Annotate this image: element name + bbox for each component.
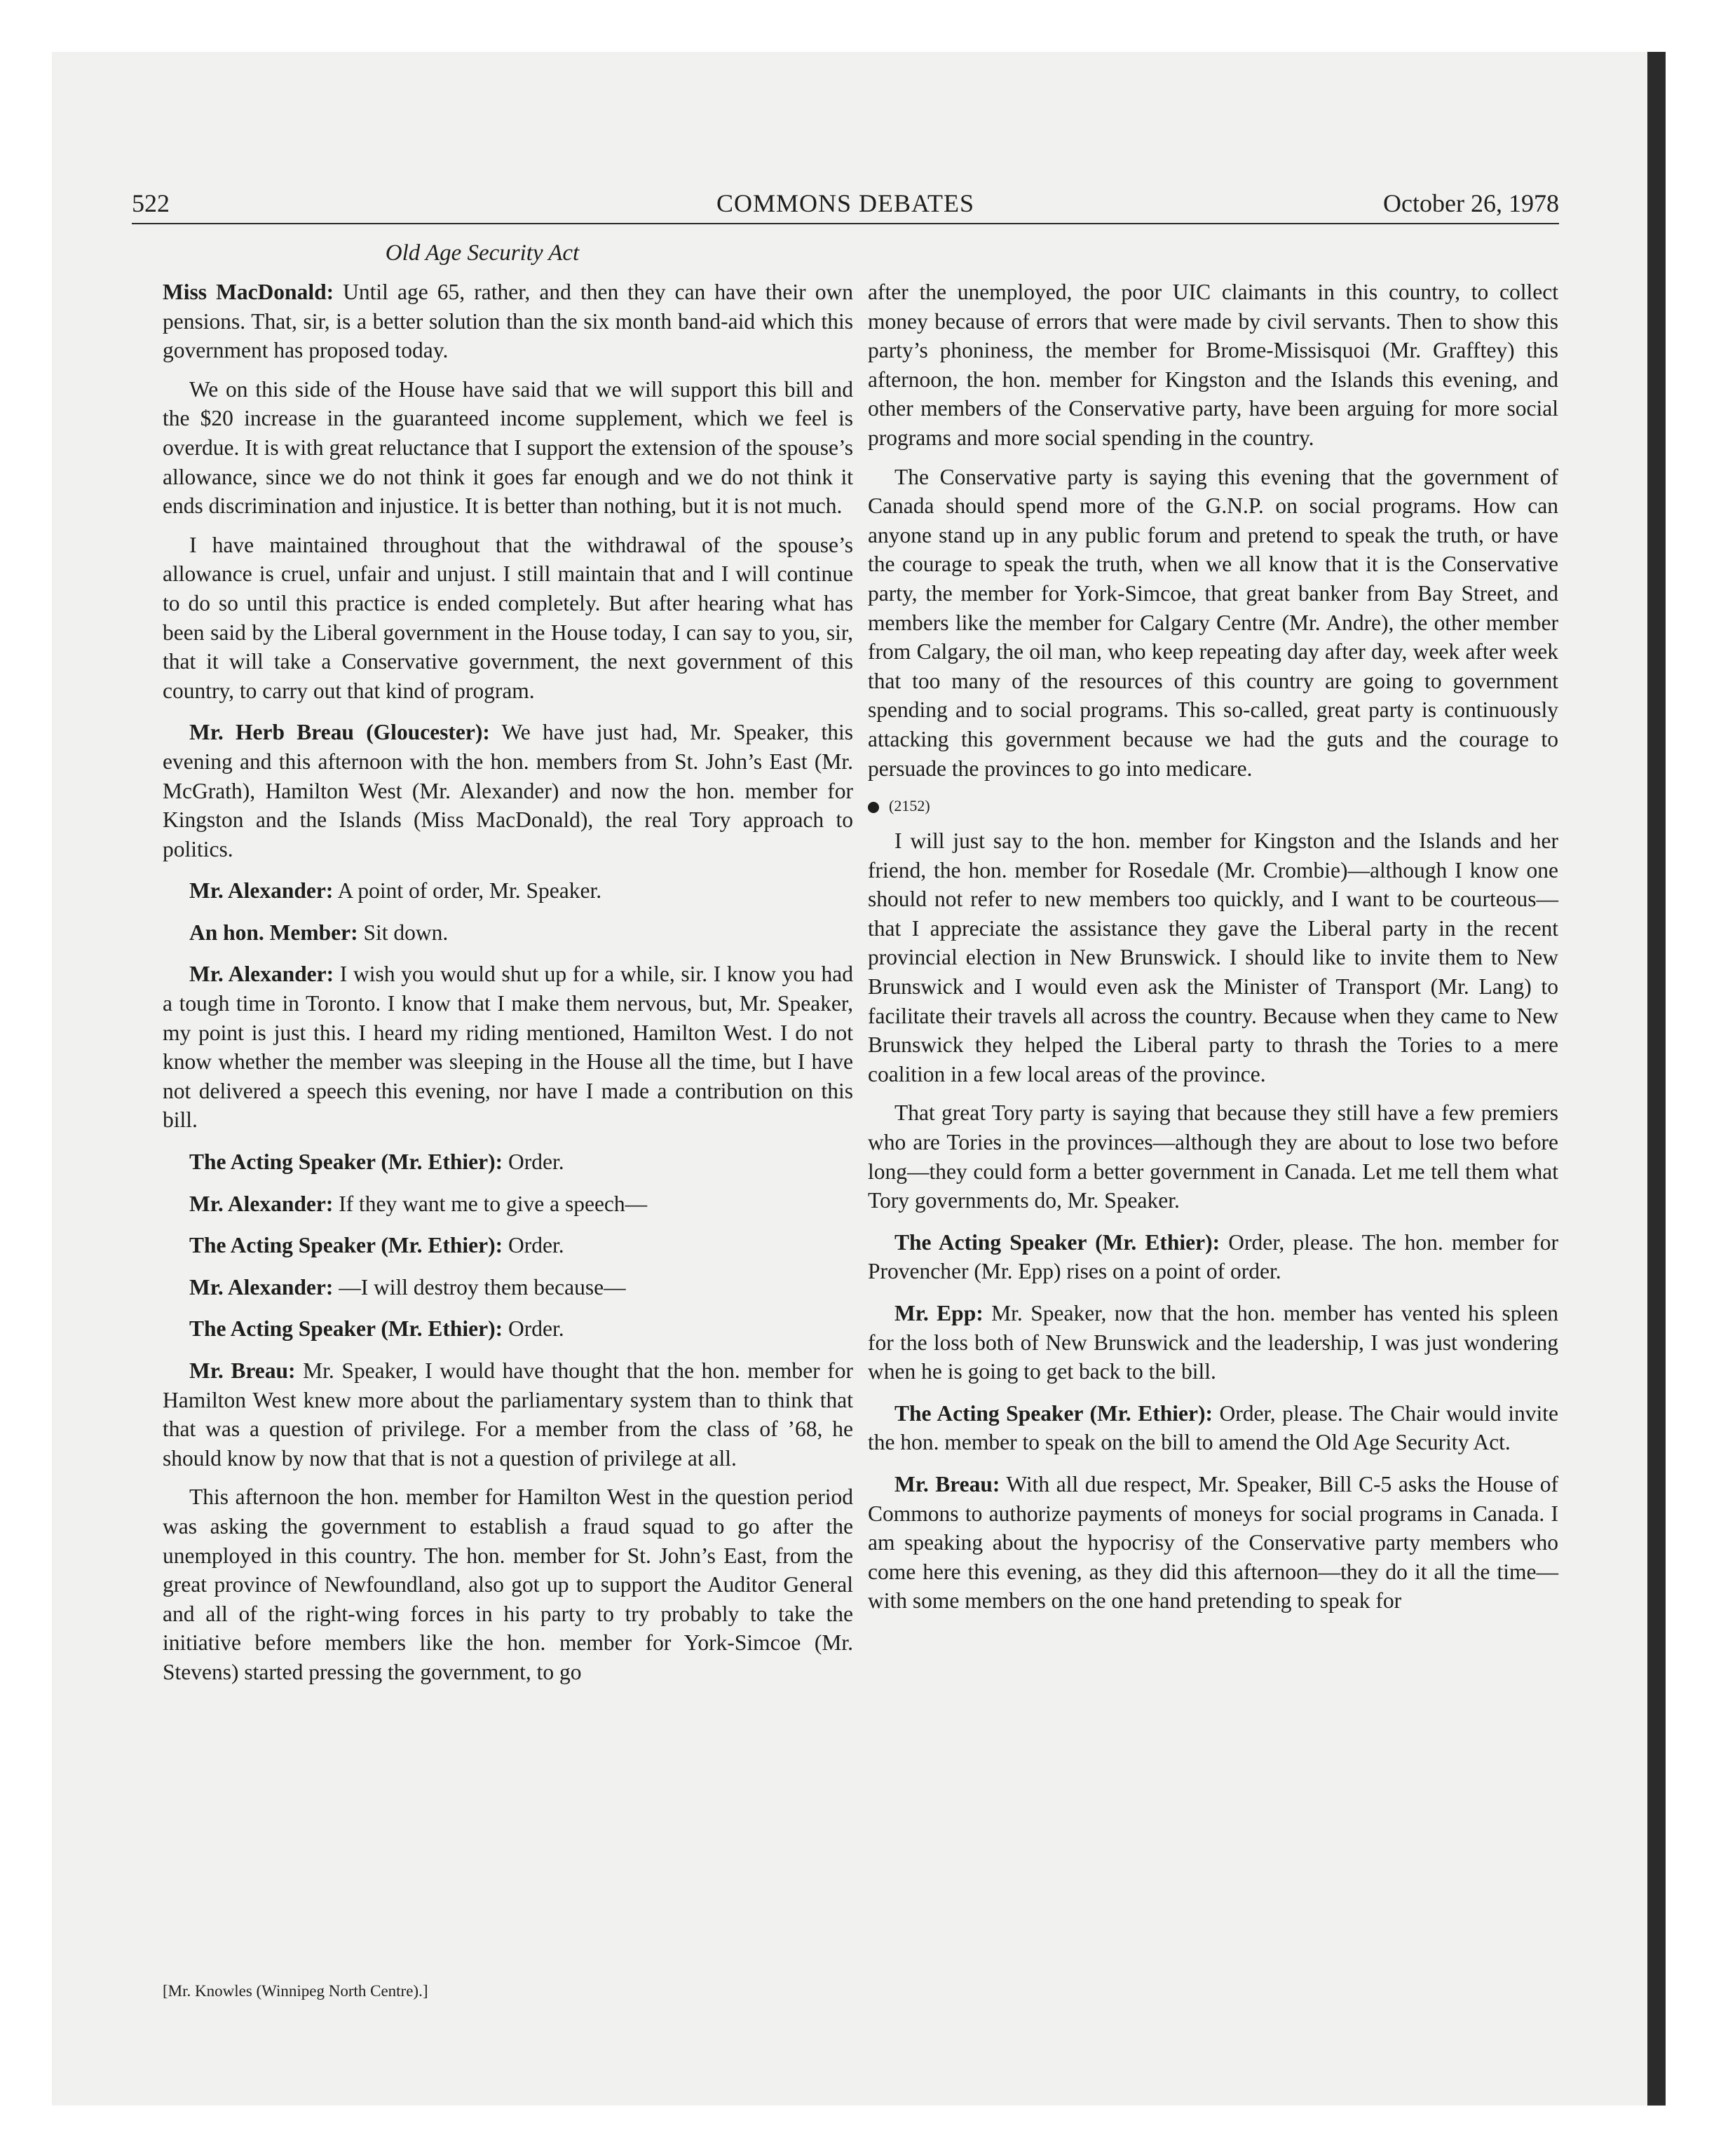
paragraph-text: Mr. Speaker, I would have thought that the hon. member for Hamilton West knew more about the parliamentary system than to think that that was a question of privilege. For a member from the class of ’68, he should know by now that that is not a question of privilege at all. [163,1358,853,1471]
act-title: Old Age Security Act [385,240,580,266]
paragraph [868,1399,1558,1457]
paragraph-text: Order. [503,1233,564,1258]
paragraph-text: Sit down. [358,920,449,945]
paragraph-text: after the unemployed, the poor UIC claimants in this country, to collect money because of errors that were made by civil servants. Then to show this party’s phoniness, the member for Brome-Missisquoi (Mr. Grafftey) this afternoon, the hon. member for Kingston and the Islands this evening, and other members of the Conservative party, have been arguing for more social programs and more social spending in the country. [868,280,1558,450]
paragraph [163,918,853,948]
paragraph [163,1314,853,1344]
paragraph-text: We on this side of the House have said that we will support this bill and the $20 increase in the guaranteed income supplement, which we feel is overdue. It is with great reluctance that I support the extension of the spouse’s allowance, since we do not think it goes far enough and we do not think it ends discrimination and injustice. It is better than nothing, but it is not much. [163,376,853,519]
speaker-name: Miss MacDonald: [163,280,334,304]
speaker-name: The Acting Speaker (Mr. Ethier): [894,1229,1220,1255]
paragraph-text: Mr. Speaker, now that the hon. member has vented his spleen for the loss both of New Brunswick and the leadership, I was just wondering when he is going to get back to the bill. [868,1301,1559,1384]
paragraph [868,1470,1558,1616]
paragraph [163,375,853,521]
paragraph-text: That great Tory party is saying that because they still have a few premiers who are Tories in the provinces—although they are about to lose two before long—they could form a better government in Canada. Let me tell them what Tory governments do, Mr. Speaker. [868,1100,1558,1213]
paragraph [163,1356,853,1473]
header-date: October 26, 1978 [1383,189,1559,217]
paragraph [163,1147,853,1177]
page-binding-edge [1647,52,1666,2106]
paragraph [868,1299,1558,1386]
paragraph [163,531,853,706]
paragraph-text: The Conservative party is saying this evening that the government of Canada should spend more of the G.N.P. on social programs. How can anyone stand up in any public forum and pretend to speak the truth, or have the courage to speak the truth, when we all know that it is the Conservative party, the member for York-Simcoe, that great banker from Bay Street, and members like the member for Calgary Centre (Mr. Andre), the other member from Calgary, the oil man, who keep repeating day after day, week after week that too many of the resources of this country are going to government spending and to social programs. This so-called, great party is continuously attacking this government because we had the guts and the courage to persuade the provinces to go into medicare. [868,464,1558,781]
left-column [163,278,853,1697]
journal-title: COMMONS DEBATES [716,189,975,217]
speaker-name: Mr. Breau: [189,1358,296,1383]
paragraph-text: Order. [503,1316,564,1342]
paragraph-text: With all due respect, Mr. Speaker, Bill C-5 asks the House of Commons to authorize payments of moneys for social programs in Canada. I am speaking about the hypocrisy of the Conservative party members who come here this evening, as they did this afternoon—they do it all the time—with some members on the one hand pretending to speak for [868,1471,1558,1613]
paragraph-text: I wish you would shut up for a while, sir. I know you had a tough time in Toronto. I know that I make them nervous, but, Mr. Speaker, my point is just this. I heard my riding mentioned, Hamilton West. I do not know whether the member was sleeping in the House all the time, but I have not delivered a speech this evening, nor have I made a contribution on this bill. [163,962,853,1133]
page-header [132,184,1559,224]
time-marker [868,796,1558,817]
paragraph [868,463,1558,784]
paragraph-text: Order, please. The Chair would invite the hon. member to speak on the bill to amend the Old Age Security Act. [868,1400,1559,1455]
paragraph [868,1228,1558,1286]
bullet-icon [868,802,879,813]
speaker-name: The Acting Speaker (Mr. Ethier): [189,1149,503,1175]
paragraph [163,1273,853,1302]
page-number: 522 [132,189,170,217]
paragraph [163,876,853,906]
speaker-name: Mr. Epp: [894,1301,984,1325]
paragraph-text: If they want me to give a speech— [333,1191,648,1216]
speaker-name: The Acting Speaker (Mr. Ethier): [189,1316,503,1342]
paragraph-text: A point of order, Mr. Speaker. [333,878,602,903]
paragraph-text: Order, please. The hon. member for Provencher (Mr. Epp) rises on a point of order. [868,1229,1558,1284]
paragraph [163,960,853,1135]
paragraph [868,826,1558,1089]
paragraph-text: —I will destroy them because— [333,1274,626,1299]
speaker-name: The Acting Speaker (Mr. Ethier): [189,1233,503,1258]
paragraph [868,1098,1558,1215]
paragraph-text: I will just say to the hon. member for Kingston and the Islands and her friend, the hon. member for Rosedale (Mr. Crombie)—although I know one should not refer to new members too quickly, and I want to be courteous—that I appreciate the assistance they gave the Liberal party in the recent provincial election in New Brunswick. I should like to invite them to New Brunswick and I would even ask the Minister of Transport (Mr. Lang) to facilitate their travels all across the country. Because when they came to New Brunswick they helped the Liberal party to thrash the Tories to a mere coalition in a few local areas of the province. [868,828,1558,1086]
paragraph [163,1482,853,1686]
speaker-name: Mr. Alexander: [189,1274,334,1299]
paragraph [163,1231,853,1260]
paragraph-text: Until age 65, rather, and then they can have their own pensions. That, sir, is a better solution than the six month band-aid which this government has proposed today. [163,280,853,363]
footnote: [Mr. Knowles (Winnipeg North Centre).] [163,1982,428,2000]
speaker-name: Mr. Alexander: [189,878,334,903]
paragraph-text: We have just had, Mr. Speaker, this evening and this afternoon with the hon. members from St. John’s East (Mr. McGrath), Hamilton West (Mr. Alexander) and now the hon. member for Kingston and the Islands (Miss MacDonald), the real Tory approach to politics. [163,720,853,861]
paragraph [163,1189,853,1219]
speaker-name: Mr. Alexander: [189,1191,334,1216]
paragraph [868,278,1558,453]
paragraph [163,718,853,864]
paragraph-text: This afternoon the hon. member for Hamilton West in the question period was asking the government to establish a fraud squad to go after the unemployed in this country. The hon. member for St. John’s East, from the great province of Newfoundland, also got up to support the Auditor General and all of the right-wing forces in his party to try probably to take the initiative before members like the hon. member for York-Simcoe (Mr. Stevens) started pressing the government, to go [163,1485,853,1684]
right-column [868,278,1558,1625]
time-marker-text: (2152) [889,797,930,815]
speaker-name: The Acting Speaker (Mr. Ethier): [894,1400,1213,1426]
paragraph-text: I have maintained throughout that the withdrawal of the spouse’s allowance is cruel, unfair and unjust. I still maintain that and I will continue to do so until this practice is ended completely. But after hearing what has been said by the Liberal government in the House today, I can say to you, sir, that it will take a Conservative government, the next government of this country, to carry out that kind of program. [163,532,853,703]
paragraph-text: Order. [503,1149,564,1175]
speaker-name: Mr. Herb Breau (Gloucester): [189,720,490,745]
speaker-name: Mr. Breau: [894,1471,1000,1496]
speaker-name: Mr. Alexander: [189,962,334,987]
paragraph [163,278,853,365]
speaker-name: An hon. Member: [189,920,358,945]
